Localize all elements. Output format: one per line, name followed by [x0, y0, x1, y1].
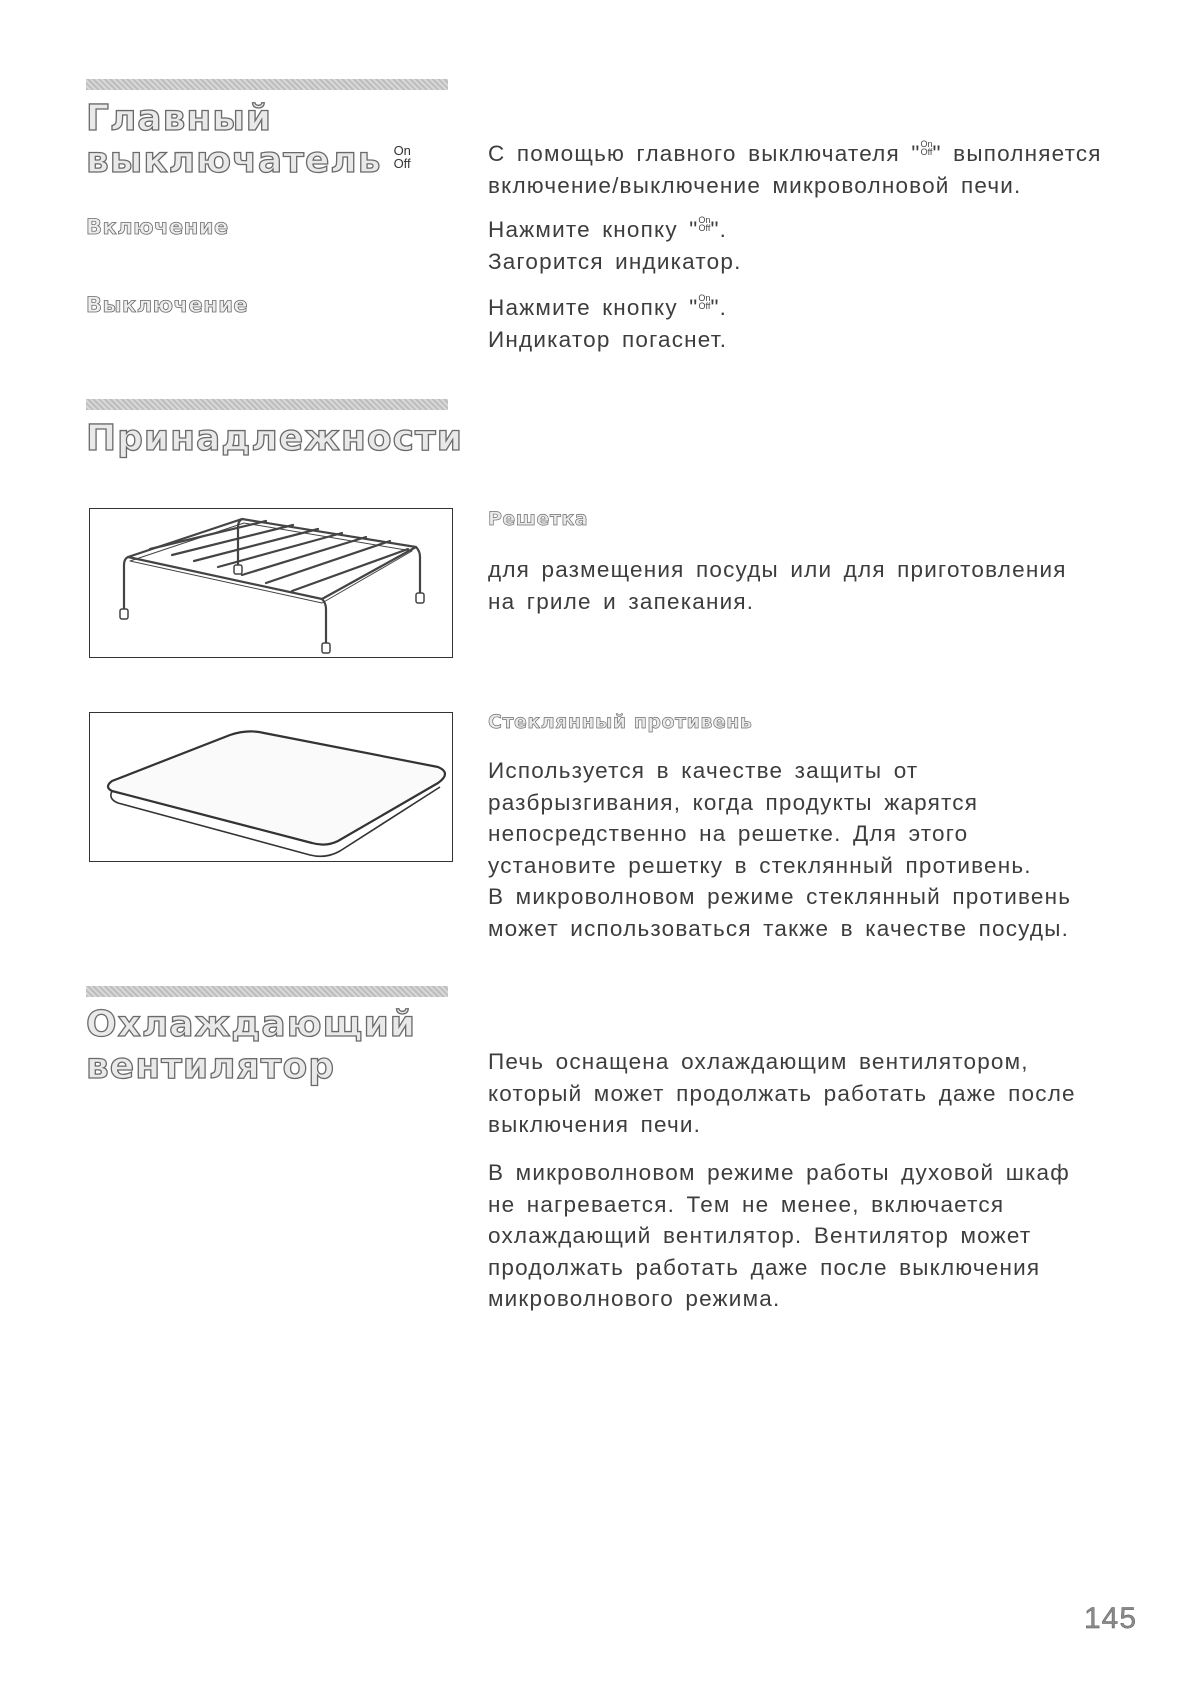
- text: ".: [710, 295, 728, 320]
- switch-on-line2: Загорится индикатор.: [488, 248, 742, 274]
- on-off-icon-on: On: [698, 293, 711, 303]
- main-switch-intro-line1: [488, 138, 1102, 170]
- on-off-icon: [698, 216, 710, 232]
- section-divider-bar: [86, 79, 448, 90]
- section-divider-bar: [86, 399, 448, 410]
- text: Нажмите кнопку ": [488, 217, 699, 242]
- text: Нажмите кнопку ": [488, 295, 699, 320]
- glass-tray-illustration: [89, 712, 453, 862]
- glass-tray-description-line: может использоваться также в качестве посуды.: [488, 915, 1070, 941]
- section-divider-bar: [86, 986, 448, 997]
- rack-description-line: для размещения посуды или для приготовления: [488, 557, 1067, 582]
- glass-tray-icon: [90, 713, 452, 861]
- on-off-icon-on: On: [393, 143, 411, 158]
- cooling-fan-heading: [86, 1004, 416, 1088]
- accessory-name-glass-tray: Стеклянный противень: [488, 711, 753, 733]
- main-switch-heading-line1: Главный: [86, 98, 273, 139]
- on-off-icon-off: Off: [393, 156, 411, 171]
- glass-tray-description-line: В микроволновом режиме стеклянный противень: [488, 884, 1072, 909]
- on-off-icon-on: On: [698, 215, 711, 225]
- cooling-fan-paragraph-2: [488, 1157, 1070, 1315]
- switch-on-instructions: [488, 214, 742, 277]
- on-off-icon-on: On: [920, 139, 933, 149]
- on-off-icon-off: Off: [920, 147, 933, 157]
- main-switch-intro: [488, 138, 1102, 201]
- cooling-fan-line: микроволнового режима.: [488, 1286, 781, 1311]
- cooling-fan-line: Печь оснащена охлаждающим вентилятором,: [488, 1049, 1029, 1074]
- cooling-fan-line: В микроволновом режиме работы духовой шкаф: [488, 1160, 1070, 1185]
- on-off-icon: [921, 140, 933, 156]
- switch-on-line1: [488, 214, 742, 246]
- switch-off-label: Выключение: [86, 293, 249, 317]
- switch-on-label: Включение: [86, 215, 229, 239]
- on-off-icon-off: Off: [698, 301, 711, 311]
- main-switch-heading: [86, 98, 411, 182]
- switch-off-line1: [488, 292, 727, 324]
- page-number: 145: [1084, 1602, 1138, 1635]
- on-off-icon: [698, 294, 710, 310]
- main-switch-heading-line2: [86, 140, 411, 182]
- on-off-icon-off: Off: [698, 223, 711, 233]
- accessory-description-glass-tray: [488, 755, 1071, 944]
- glass-tray-description-line: Используется в качестве защиты от: [488, 758, 919, 783]
- cooling-fan-heading-line1: Охлаждающий: [86, 1004, 416, 1045]
- glass-tray-description-line: непосредственно на решетке. Для этого: [488, 821, 969, 846]
- accessory-description-rack: [488, 554, 1067, 617]
- text: ".: [710, 217, 728, 242]
- cooling-fan-line: выключения печи.: [488, 1112, 702, 1137]
- text: " выполняется: [932, 141, 1102, 166]
- switch-off-instructions: [488, 292, 727, 355]
- cooling-fan-line: который может продолжать работать даже после: [488, 1080, 1076, 1106]
- on-off-icon: [394, 144, 411, 170]
- switch-off-line2: Индикатор погаснет.: [488, 326, 728, 352]
- cooling-fan-line: не нагревается. Тем не менее, включается: [488, 1191, 1005, 1217]
- wire-rack-illustration: [89, 508, 453, 658]
- main-switch-heading-text: выключатель: [86, 140, 382, 181]
- accessories-heading: Принадлежности: [86, 418, 464, 459]
- cooling-fan-line: охлаждающий вентилятор. Вентилятор может: [488, 1223, 1032, 1248]
- text: С помощью главного выключателя ": [488, 141, 921, 166]
- glass-tray-description-line: разбрызгивания, когда продукты жарятся: [488, 789, 979, 815]
- accessory-name-rack: Решетка: [488, 508, 589, 530]
- cooling-fan-line: продолжать работать даже после выключения: [488, 1254, 1041, 1280]
- cooling-fan-paragraph-1: [488, 1046, 1076, 1141]
- rack-description-line: на гриле и запекания.: [488, 588, 755, 614]
- cooling-fan-heading-line2: вентилятор: [86, 1046, 336, 1087]
- main-switch-intro-line2: включение/выключение микроволновой печи.: [488, 172, 1022, 198]
- wire-rack-icon: [90, 509, 452, 657]
- glass-tray-description-line: установите решетку в стеклянный противень.: [488, 852, 1032, 878]
